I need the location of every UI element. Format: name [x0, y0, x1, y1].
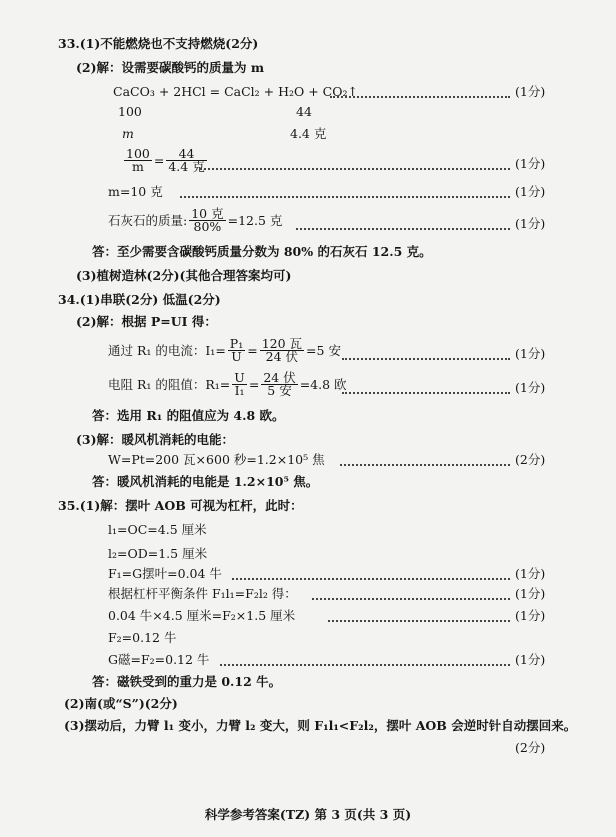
q33-part2-intro: (2)解：设需要碳酸钙的质量为 m — [76, 60, 265, 75]
q34-energy: W=Pt=200 瓦×600 秒=1.2×10⁵ 焦 — [108, 452, 325, 467]
q33-proportion: $\frac{100}{m}$ = $\frac{44}{\text{4.4 克}}$ — [126, 146, 205, 174]
q33-stone-den: 80% — [193, 219, 222, 234]
q35-condition-points: (1分) — [515, 586, 546, 601]
q34-res-den2: 5 安 — [267, 383, 292, 398]
q34-current-den1: U — [231, 349, 242, 364]
q33-stone-leader — [296, 228, 510, 230]
q34-res-num2: 24 伏 — [263, 370, 296, 385]
q33-reaction-leader — [330, 96, 510, 98]
q35-part3-points: (2分) — [515, 740, 546, 755]
q33-molar-mass-co2: 44 — [296, 104, 312, 119]
q33-molar-mass-caco3: 100 — [118, 104, 142, 119]
q35-calculation-points: (1分) — [515, 608, 546, 623]
q33-result: m=10 克 — [108, 184, 163, 199]
q33-stone-points: (1分) — [515, 216, 546, 231]
q34-part2-intro: (2)解：根据 P=UI 得： — [76, 314, 217, 329]
q35-f1: F₁=G摆叶=0.04 牛 — [108, 566, 222, 581]
q34-res-value: =4.8 欧 — [299, 376, 347, 392]
page-footer: 科学参考答案(TZ) 第 3 页(共 3 页) — [204, 807, 412, 822]
q33-stone-value: =12.5 克 — [227, 212, 283, 228]
q33-reaction-points: (1分) — [515, 84, 546, 99]
q34-current-value: =5 安 — [306, 342, 341, 358]
q35-f2: F₂=0.12 牛 — [108, 630, 177, 645]
q34-res-leader — [342, 392, 510, 394]
q35-l1: l₁=OC=4.5 厘米 — [108, 522, 207, 537]
q35-magnet-leader — [220, 664, 510, 666]
q33-result-points: (1分) — [515, 184, 546, 199]
q34-current: 通过 R₁ 的电流：I₁= $\frac{\text{P₁}}{U}$ = $\frac{\text{120 瓦}}{\text{24 伏}}$ =5 安 — [108, 336, 341, 364]
q34-res-points: (1分) — [515, 380, 546, 395]
q35-answer: 答：磁铁受到的重力是 0.12 牛。 — [92, 674, 282, 689]
q33-part3: (3)植树造林(2分)(其他合理答案均可) — [76, 268, 292, 283]
q34-current-leader — [342, 358, 510, 360]
q35-calculation-leader — [328, 620, 510, 622]
q33-prop-points: (1分) — [515, 156, 546, 171]
q35-condition-leader — [312, 598, 510, 600]
q33-prop-den2: 4.4 克 — [168, 159, 205, 174]
q34-part3-intro: (3)解：暖风机消耗的电能： — [76, 432, 235, 447]
q35-part3: (3)摆动后，力臂 l₁ 变小，力臂 l₂ 变大，则 F₁l₁<F₂l₂，摆叶 AOB 会逆时针自动摆回来。 — [64, 718, 577, 733]
q33-answer: 答：至少需要含碳酸钙质量分数为 80% 的石灰石 12.5 克。 — [92, 244, 432, 259]
q35-calculation: 0.04 牛×4.5 厘米=F₂×1.5 厘米 — [108, 608, 296, 623]
q33-prop-den1: m — [132, 159, 144, 174]
q34-answer2: 答：暖风机消耗的电能是 1.2×10⁵ 焦。 — [92, 474, 319, 489]
q35-magnet-points: (1分) — [515, 652, 546, 667]
q34-energy-leader — [340, 464, 510, 466]
q34-current-label: 通过 R₁ 的电流：I₁= — [108, 342, 226, 358]
q33-prop-num2: 44 — [166, 148, 206, 161]
q33-result-leader — [180, 196, 510, 198]
q34-res-label: 电阻 R₁ 的阻值：R₁= — [108, 376, 231, 392]
q33-part1: 33.(1)不能燃烧也不支持燃烧(2分) — [58, 36, 259, 51]
q33-stone-num: 10 克 — [191, 206, 224, 221]
q33-stone-label: 石灰石的质量: — [108, 212, 188, 228]
q34-current-num1: P₁ — [229, 336, 244, 351]
q35-f1-leader — [232, 578, 510, 580]
q34-res-den1: I₁ — [234, 383, 245, 398]
q34-resistance: 电阻 R₁ 的阻值：R₁= $\frac{U}{\text{I₁}}$ = $\frac{\text{24 伏}}{\text{5 安}}$ =4.8 欧 — [108, 370, 347, 398]
q33-prop-leader — [200, 168, 510, 170]
q33-reaction-equation: CaCO₃ + 2HCl = CaCl₂ + H₂O + CO₂↑ — [113, 84, 358, 99]
q34-current-den2: 24 伏 — [265, 349, 299, 364]
q35-f1-points: (1分) — [515, 566, 546, 581]
q33-var-co2-mass: 4.4 克 — [290, 126, 327, 141]
q33-stone-mass — [108, 208, 282, 233]
q35-part2: (2)南(或“S”)(2分) — [64, 696, 178, 711]
q34-res-num1: U — [234, 370, 245, 385]
q35-magnet-weight: G磁=F₂=0.12 牛 — [108, 652, 210, 667]
q35-condition: 根据杠杆平衡条件 F₁l₁=F₂l₂ 得： — [108, 586, 297, 601]
q34-current-num2: 120 瓦 — [261, 336, 303, 351]
q34-energy-points: (2分) — [515, 452, 546, 467]
q34-answer1: 答：选用 R₁ 的阻值应为 4.8 欧。 — [92, 408, 285, 423]
q34-part1: 34.(1)串联(2分) 低温(2分) — [58, 292, 221, 307]
q34-current-points: (1分) — [515, 346, 546, 361]
q33-var-m: m — [122, 126, 134, 141]
q33-prop-num1: 100 — [126, 146, 150, 161]
q35-part1-intro: 35.(1)解：摆叶 AOB 可视为杠杆，此时： — [58, 498, 303, 513]
q35-l2: l₂=OD=1.5 厘米 — [108, 546, 208, 561]
